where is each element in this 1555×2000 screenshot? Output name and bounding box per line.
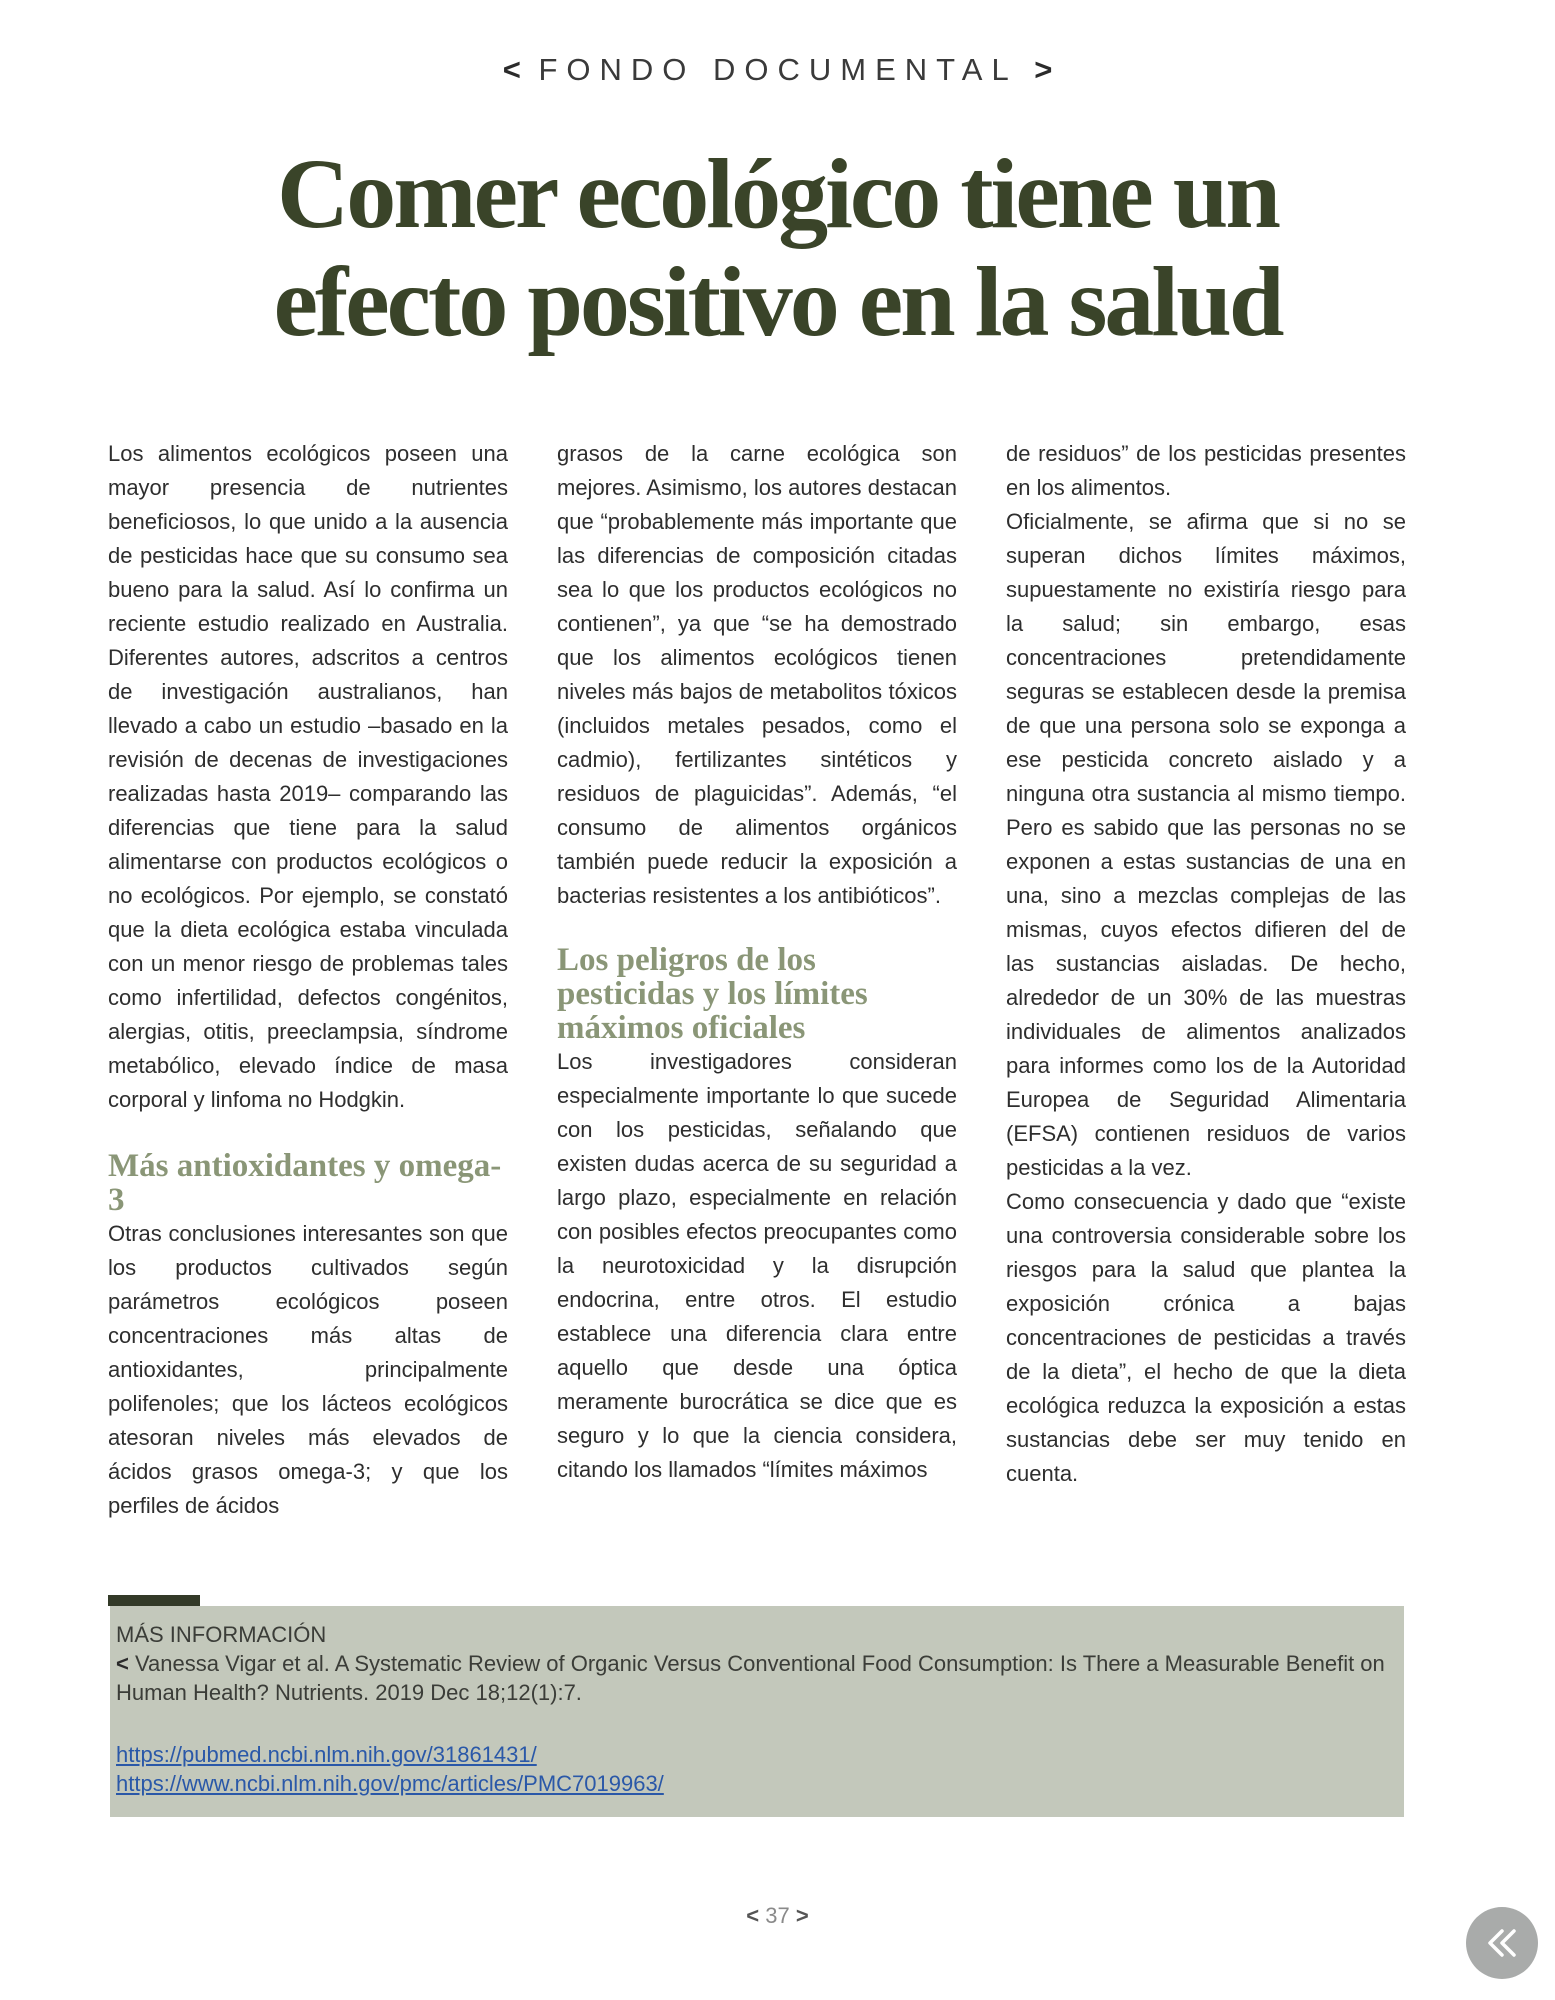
title-line-2: efecto positivo en la salud — [273, 246, 1282, 357]
paragraph: Los alimentos ecológicos poseen una mayor presencia de nutrientes beneficiosos, lo que unido a la ausencia de pesticidas hace que su consumo sea bueno para la salud. Así lo confirma un reciente estudio realizado en Australia. Diferentes autores, adscritos a centros de investigación australianos, han llevado a cabo un estudio –basado en la revisión de decenas de investigaciones realizadas hasta 2019– comparando las diferencias que tiene para la salud alimentarse con productos ecológicos o no ecológicos. Por ejemplo, se constató que la dieta ecológica estaba vinculada con un menor riesgo de problemas tales como infertilidad, defectos congénitos, alergias, otitis, preeclampsia, síndrome metabólico, elevado índice de masa corporal y linfoma no Hodgkin. — [108, 441, 508, 1112]
paragraph: de residuos” de los pesticidas presentes en los alimentos. — [1006, 441, 1406, 500]
subheading: Más antioxidantes y omega-3 — [108, 1148, 502, 1218]
subheading: Los peligros de los pesticidas y los límites máximos oficiales — [557, 942, 868, 1046]
section-label: FONDO DOCUMENTAL — [538, 52, 1017, 87]
reference-text: Vanessa Vigar et al. A Systematic Review of Organic Versus Conventional Food Consumption: Is There a Measurable Benefit on Human Health? Nutrients. 2019 Dec 18;12(1):7. — [116, 1651, 1385, 1705]
section-tag — [0, 52, 1555, 88]
paragraph: Oficialmente, se afirma que si no se superan dichos límites máximos, supuestamente no existiría riesgo para la salud; sin embargo, esas concentraciones pretendidamente seguras se establecen desde la premisa de que una persona solo se exponga a ese pesticida concreto aislado y a ninguna otra sustancia al mismo tiempo. Pero es sabido que las personas no se exponen a estas sustancias de una en una, sino a mezclas complejas de las mismas, cuyos efectos difieren del de las sustancias aisladas. De hecho, alrededor de un 30% de las muestras individuales de alimentos analizados para informes como los de la Autoridad Europea de Seguridad Alimentaria (EFSA) contienen residuos de varios pesticidas a la vez. — [1006, 509, 1406, 1180]
reference — [116, 1649, 1398, 1707]
paragraph: Los investigadores consideran especialmente importante lo que sucede con los pesticidas, señalando que existen dudas acerca de su seguridad a largo plazo, especialmente en relación con posibles efectos preocupantes como la neurotoxicidad y la disrupción endocrina, entre otros. El estudio establece una diferencia clara entre aquello que desde una óptica meramente burocrática se dice que es seguro y lo que la ciencia considera, citando los llamados “límites máximos — [557, 1049, 957, 1482]
chevron-left-icon: < — [746, 1903, 760, 1928]
paragraph: Como consecuencia y dado que “existe una controversia considerable sobre los riesgos para la salud que plantea la exposición crónica a bajas concentraciones de pesticidas a través de la dieta”, el hecho de que la dieta ecológica reduzca la exposición a estas sustancias debe ser muy tenido en cuenta. — [1006, 1189, 1406, 1486]
info-box-accent-bar — [108, 1595, 200, 1606]
page-title — [0, 140, 1555, 356]
article-column-1 — [108, 437, 508, 1523]
article-column-2 — [557, 437, 957, 1487]
more-info-label: MÁS INFORMACIÓN — [116, 1622, 327, 1647]
article-column-3 — [1006, 437, 1406, 1491]
spacer — [116, 1707, 1398, 1740]
chevron-left-icon: < — [116, 1651, 129, 1676]
more-info-box — [110, 1606, 1404, 1817]
paragraph: grasos de la carne ecológica son mejores. Asimismo, los autores destacan que “probablemente más importante que las diferencias de composición citadas sea lo que los productos ecológicos no contienen”, ya que “se ha demostrado que los alimentos ecológicos tienen niveles más bajos de metabolitos tóxicos (incluidos metales pesados, como el cadmio), fertilizantes sintéticos y residuos de plaguicidas”. Además, “el consumo de alimentos orgánicos también puede reducir la exposición a bacterias resistentes a los antibióticos”. — [557, 441, 957, 908]
page-number-value: 37 — [765, 1903, 790, 1928]
chevron-right-icon: > — [1034, 52, 1053, 87]
back-button[interactable] — [1466, 1907, 1538, 1979]
title-line-1: Comer ecológico tiene un — [277, 138, 1278, 249]
chevron-left-icon: < — [502, 52, 521, 87]
pmc-link[interactable]: https://www.ncbi.nlm.nih.gov/pmc/articles/PMC7019963/ — [116, 1771, 664, 1796]
pubmed-link[interactable]: https://pubmed.ncbi.nlm.nih.gov/31861431/ — [116, 1742, 537, 1767]
chevron-right-icon: > — [795, 1903, 809, 1928]
double-chevron-left-icon — [1482, 1923, 1522, 1963]
paragraph: Otras conclusiones interesantes son que los productos cultivados según parámetros ecológicos poseen concentraciones más altas de antioxidantes, principalmente polifenoles; que los lácteos ecológicos atesoran niveles más elevados de ácidos grasos omega-3; y que los perfiles de ácidos — [108, 1221, 508, 1518]
page-number — [0, 1903, 1555, 1929]
